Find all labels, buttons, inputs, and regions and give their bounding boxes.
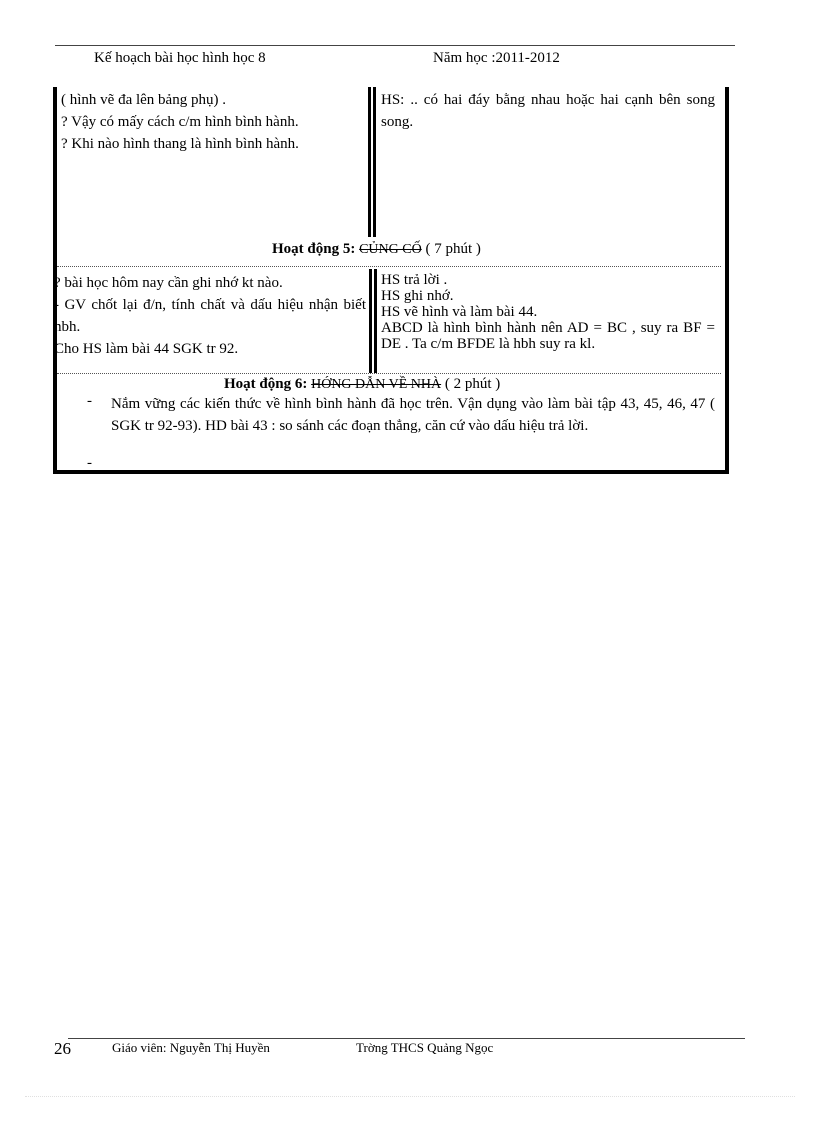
header-rule: [55, 45, 735, 46]
text-line: HS ghi nhớ.: [381, 288, 454, 304]
text-line: HS: .. có hai đáy bằng nhau hoặc hai cạnh bên song song.: [381, 92, 715, 130]
activity-5-heading: [272, 241, 481, 258]
teacher-activity-cell: [61, 89, 365, 155]
text-line: ( hình vẽ đa lên bảng phụ) .: [61, 92, 226, 108]
activity-6-heading: [224, 376, 500, 393]
column-separator: [369, 269, 377, 373]
text-line: Cho HS làm bài 44 SGK tr 92.: [54, 341, 239, 357]
student-activity-cell: [381, 89, 715, 133]
text-line: ? Khi nào hình thang là hình bình hành.: [61, 136, 299, 152]
activity-duration: ( 2 phút ): [444, 376, 501, 392]
footer-rule: [68, 1038, 745, 1039]
activity-topic: HỚNG DẪN VỀ NHÀ: [311, 377, 442, 392]
row-divider: [57, 373, 721, 374]
bullet-dash: -: [87, 393, 92, 409]
activity-duration: ( 7 phút ): [425, 241, 481, 257]
header-title: Kế hoạch bài học hình học 8: [94, 50, 266, 66]
page-edge: [25, 1096, 795, 1097]
teacher-activity-cell: [54, 272, 366, 360]
page-number: 26: [54, 1039, 71, 1058]
row-divider: [57, 266, 721, 267]
footer-school: Trờng THCS Quảng Ngọc: [356, 1040, 494, 1055]
column-separator: [368, 87, 376, 237]
activity-topic: CỦNG CỐ: [359, 242, 422, 257]
text-line: HS trả lời .: [381, 272, 448, 288]
text-line: ABCD là hình bình hành nên AD = BC , suy ra BF = DE . Ta c/m BFDE là hbh suy ra kl.: [381, 320, 715, 352]
header-year: Năm học :2011-2012: [433, 50, 560, 66]
student-activity-cell: [381, 272, 715, 352]
text-line: ? Vậy có mấy cách c/m hình bình hành.: [61, 114, 299, 130]
activity-label: Hoạt động 6:: [224, 376, 308, 392]
activity-label: Hoạt động 5:: [272, 241, 356, 257]
text-line: HS vẽ hình và làm bài 44.: [381, 304, 538, 320]
footer-teacher: Giáo viên: Nguyễn Thị Huyền: [112, 1040, 270, 1055]
bullet-dash: -: [87, 455, 92, 471]
text-line: Nắm vững các kiến thức về hình bình hành đã học trên. Vận dụng vào làm bài tập 43, 45, 46, 47 ( SGK tr 92-93). HD bài 43 : so sánh các đoạn thẳng, căn cứ vào dấu hiệu trả lời.: [111, 396, 715, 434]
homework-instructions: [111, 393, 715, 437]
text-line: ? bài học hôm nay cần ghi nhớ kt nào.: [54, 275, 283, 291]
text-line: - GV chốt lại đ/n, tính chất và dấu hiệu nhận biết hbh.: [54, 297, 366, 335]
